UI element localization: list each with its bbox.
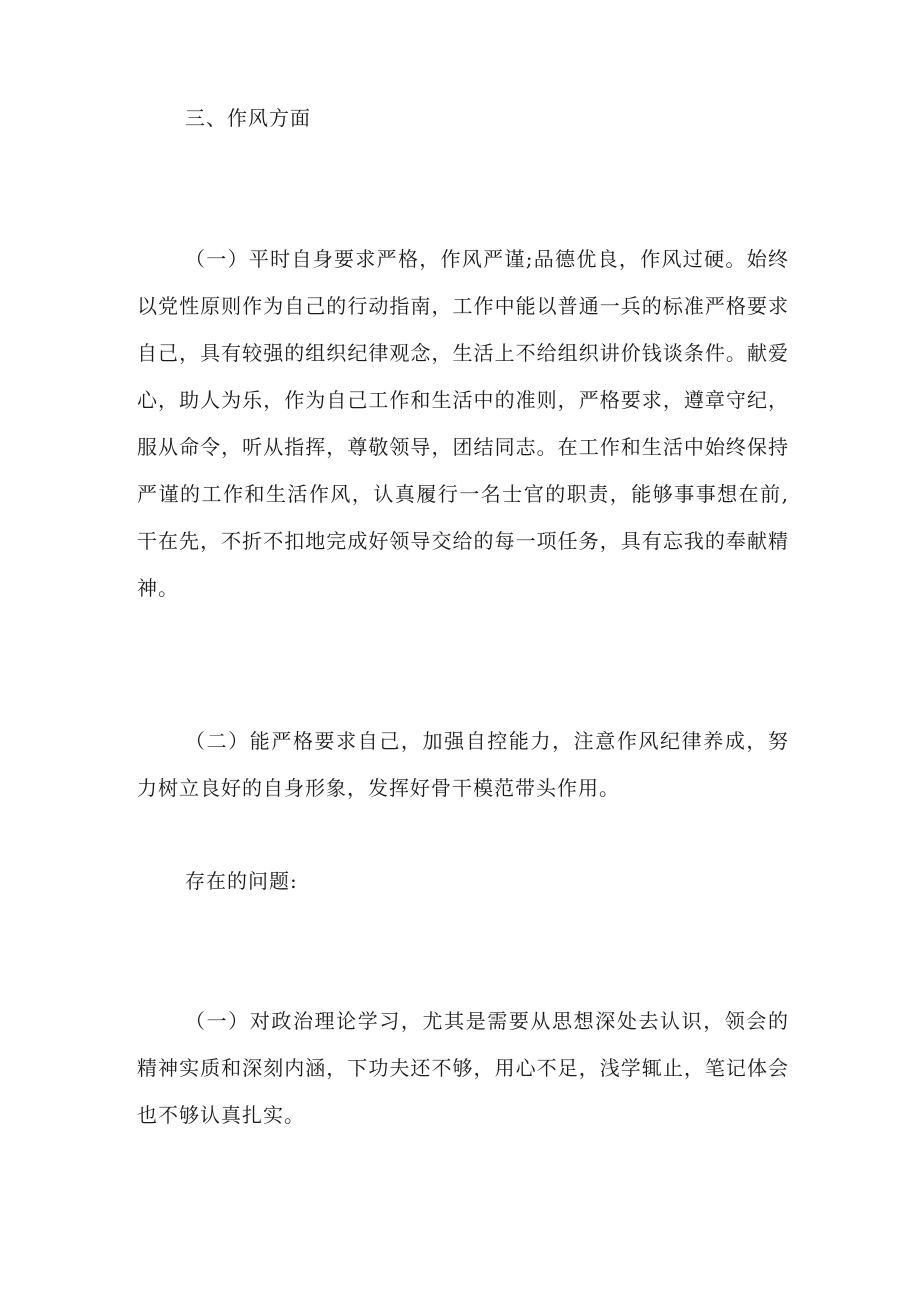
issue-item-1: （一）对政治理论学习，尤其是需要从思想深处去认识，领会的精神实质和深刻内涵，下功夫还不够，用心不足，浅学辄止，笔记体会也不够认真扎实。 [137,1009,789,1127]
section-heading: 三、作风方面 [185,106,311,130]
issues-heading: 存在的问题: [185,869,298,893]
paragraph-2: （二）能严格要求自己，加强自控能力，注意作风纪律养成，努力树立良好的自身形象，发挥好骨干模范带头作用。 [137,729,789,800]
paragraph-1: （一）平时自身要求严格，作风严谨;品德优良，作风过硬。始终以党性原则作为自己的行动指南，工作中能以普通一兵的标准严格要求自己，具有较强的组织纪律观念，生活上不给组织讲价钱谈条件。献爱心，助人为乐，作为自己工作和生活中的准则，严格要求，遵章守纪，服从命令，听从指挥，尊敬领导，团结同志。在工作和生活中始终保持严谨的工作和生活作风，认真履行一名士官的职责，能够事事想在前,干在先，不折不扣地完成好领导交给的每一项任务，具有忘我的奉献精神。 [137,247,789,600]
